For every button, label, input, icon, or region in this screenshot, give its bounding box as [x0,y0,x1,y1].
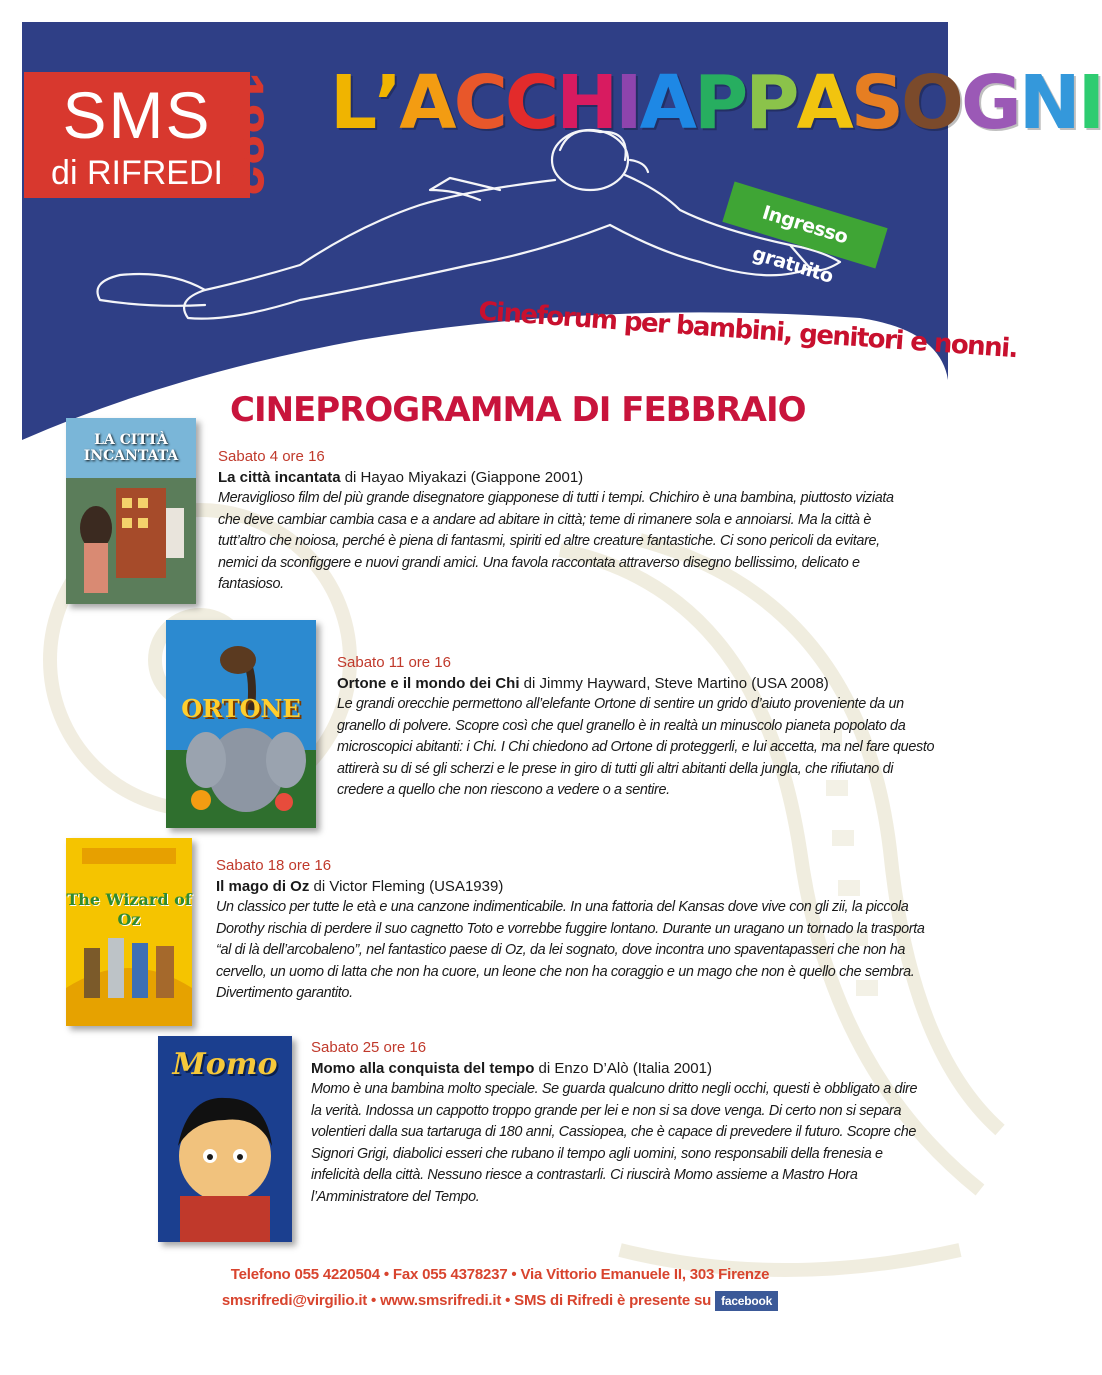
film-date-1: Sabato 4 ore 16 [218,448,325,465]
film-heading-3 [216,876,928,897]
title-letter-2: A [399,60,454,146]
title-letter-12: O [901,60,961,146]
footer-line-2 [0,1288,1000,1314]
logo-sms-text: SMS [62,78,212,152]
program-title: CINEPROGRAMMA DI FEBBRAIO [230,390,806,430]
film-heading-2 [337,673,937,694]
film-credits-3: di Victor Fleming (USA1939) [309,878,504,895]
footer-line-1: Telefono 055 4220504 • Fax 055 4378237 • Via Vittorio Emanuele II, 303 Firenze [230,1266,770,1283]
poster-momo [158,1036,292,1242]
poster-mago-di-oz [66,838,192,1026]
film-description-3: Un classico per tutte le età e una canzone indimenticabile. In una fattoria del Kansas dove vive con gli zii, la piccola Dorothy rischia di perdere il suo cagnetto Toto e vorrebbe fuggire lontano. Durante un uragano un tornado la trasporta “al di là dell’arcobaleno”, nel fantastico paese di Oz, da lei sognato, dove incontra uno spaventapasseri che non ha cervello, un uomo di latta che non ha cuore, un leone che non ha coraggio e un mago che non è quello che sembra. Divertimento garantito. [216,899,925,1002]
facebook-badge[interactable]: facebook [715,1291,778,1311]
logo-year: 1883 [213,72,276,197]
poster-caption-3: The Wizard of Oz [66,890,192,929]
title-letter-15: I [1077,60,1102,146]
logo-rifredi-text: di RIFREDI [51,154,223,192]
title-letter-8: P [693,60,746,146]
title-letter-5: H [556,60,616,146]
title-letter-1: ’ [374,60,400,146]
free-entry-badge: Ingresso gratuito [722,182,887,269]
film-title-2: Ortone e il mondo dei Chi [337,675,520,692]
film-title-1: La città incantata [218,469,341,486]
film-date-4: Sabato 25 ore 16 [311,1039,427,1056]
footer-contacts: smsrifredi@virgilio.it • www.smsrifredi.it • SMS di Rifredi è presente su [221,1292,712,1309]
film-description-4: Momo è una bambina molto speciale. Se guarda qualcuno dritto negli occhi, questi è obbligato a dire la verità. Indossa un cappotto troppo grande per lei e non si sa dove venga. Di certo non si separa volentieri dalla sua tartaruga di 180 anni, Cassiopea, che è capace di prevedere il futuro. Scopre che Signori Grigi, diabolici esseri che rubano il tempo agli uomini, sono responsabili della frenesia e infelicità della città. Nessuno riesce a contrastarli. Ci riuscirà Momo assieme a Mastro Hora l’Amministratore del Tempo. [311,1081,918,1205]
poster-la-citta-incantata [66,418,196,604]
film-title-4: Momo alla conquista del tempo [311,1060,535,1077]
title-letter-6: I [615,60,640,146]
title-letter-11: S [850,60,902,146]
film-text-4 [311,1037,923,1209]
poster-caption-2: ORTONE [181,694,301,723]
title-letter-4: C [504,60,557,146]
film-text-3 [216,855,928,1005]
title-letter-14: N [1018,60,1078,146]
header-banner [0,0,1102,440]
film-credits-2: di Jimmy Hayward, Steve Martino (USA 2008) [519,675,829,692]
film-heading-1 [218,467,918,488]
title-letter-10: A [796,60,851,146]
film-date-2: Sabato 11 ore 16 [337,654,451,671]
event-title [330,58,1102,148]
film-credits-4: di Enzo D’Alò (Italia 2001) [534,1060,712,1077]
contact-footer [0,1262,1000,1314]
film-description-2: Le grandi orecchie permettono all’elefante Ortone di sentire un grido d’aiuto proveniente da un granello di polvere. Scopre così che quel granello è in realtà un minuscolo pianeta popolato da microscopici abitanti: i Chi. I Chi chiedono ad Ortone di proteggerli, e lui accetta, ma nel fare questo attirerà su di sé gli scherzi e le prese in giro di tutti gli altri abitanti della jungla, che rifiutano di credere a quello che non riescono a vedere o a sentire. [337,696,935,799]
film-date-3: Sabato 18 ore 16 [216,857,332,874]
film-text-1 [218,446,918,596]
title-letter-3: C [453,60,505,146]
poster-caption-1: LA CITTÀ INCANTATA [83,432,179,464]
title-letter-13: G [960,60,1019,146]
title-letter-0: L [330,60,375,146]
film-description-1: Meraviglioso film del più grande disegnatore giapponese di tutti i tempi. Chichiro è una bambina, piuttosto viziata che deve cambiar cambia casa e a andare ad abitare in città; teme di rimanere sola e annoiarsi. Ma la città è tutt’altro che noiosa, perché è piena di fantasmi, spiriti ed altre creature fantastiche. Ci sono pericoli da evitare, nemici da sconfiggere e nuovi grandi amici. Una favola raccontata attraverso disegno bellissimo, delicato e fantasioso. [218,490,894,593]
film-text-2 [337,652,937,802]
poster-ortone [166,620,316,828]
film-credits-1: di Hayao Miyakazi (Giappone 2001) [340,469,584,486]
poster-caption-4: Momo [172,1047,278,1082]
title-letter-9: P [745,60,797,146]
title-letter-7: A [639,60,694,146]
film-title-3: Il mago di Oz [216,878,310,895]
film-heading-4 [311,1058,923,1079]
tagline: Cineforum per bambini, genitori e nonni. [477,296,1018,365]
